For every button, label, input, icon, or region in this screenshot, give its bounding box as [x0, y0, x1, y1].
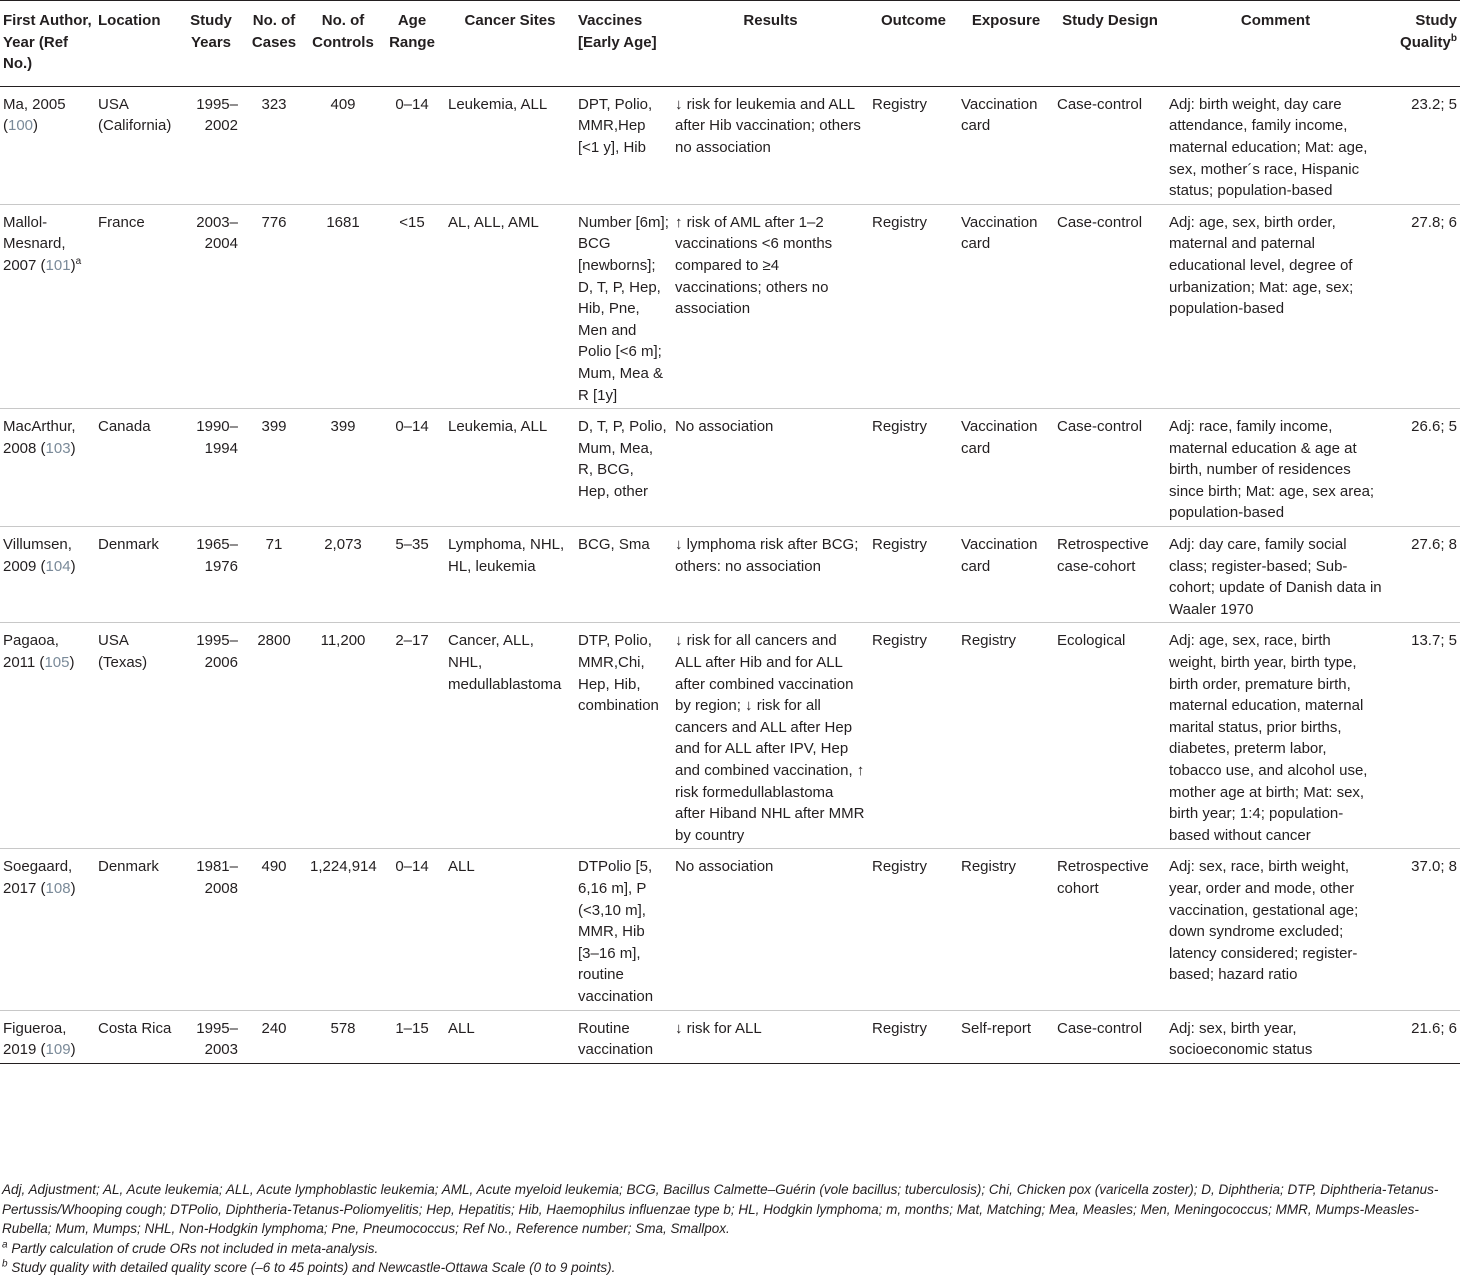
controls-cell: 1681	[307, 204, 379, 408]
results-cell: ↓ risk for all cancers and ALL after Hib and for ALL after combined vaccination by region; ↓ risk for all cancers and ALL after Hep and for ALL after IPV, Hep and combined vaccination, ↑ risk formedullablastoma after Hiband NHL after MMR by country	[672, 623, 869, 849]
reference-link[interactable]: 103	[45, 439, 71, 457]
controls-cell: 2,073	[307, 527, 379, 623]
study-design-cell: Ecological	[1054, 623, 1166, 849]
header-author: First Author, Year (Ref No.)	[0, 1, 95, 87]
study-design-cell: Retrospective cohort	[1054, 849, 1166, 1010]
author-name: Soegaard, 2017	[3, 858, 73, 897]
controls-cell: 399	[307, 409, 379, 527]
author-name: Ma, 2005	[3, 95, 66, 113]
vaccines-cell: Routine vaccination	[575, 1010, 672, 1063]
age-range-cell: 0–14	[379, 409, 445, 527]
table-row	[0, 409, 1460, 527]
outcome-cell: Registry	[869, 204, 958, 408]
author-name: Pagaoa, 2011	[3, 632, 59, 672]
author-cell: Villumsen, 2009 (104)	[0, 527, 95, 623]
header-study-design: Study Design	[1054, 1, 1166, 87]
results-cell: No association	[672, 409, 869, 527]
table-row	[0, 527, 1460, 623]
header-vaccines: Vaccines [Early Age]	[575, 1, 672, 87]
footnote-a	[2, 1239, 1458, 1259]
outcome-cell: Registry	[869, 623, 958, 849]
header-cases: No. of Cases	[241, 1, 307, 87]
comment-cell: Adj: age, sex, race, birth weight, birth year, birth type, birth order, premature birth, maternal education, maternal marital status, prior births, diabetes, preterm labor, tobacco use, and alcohol use, mother age at birth; Mat: sex, birth year; 1:4; population- based without cancer	[1166, 623, 1385, 849]
study-quality-cell: 26.6; 5	[1385, 409, 1460, 527]
outcome-cell: Registry	[869, 1010, 958, 1063]
author-name: MacArthur, 2008	[3, 418, 76, 457]
study-quality-cell: 21.6; 6	[1385, 1010, 1460, 1063]
results-cell: ↓ lymphoma risk after BCG; others: no association	[672, 527, 869, 623]
author-cell: Ma, 2005 (100)	[0, 86, 95, 204]
controls-cell: 11,200	[307, 623, 379, 849]
author-cell: Figueroa, 2019 (109)	[0, 1010, 95, 1063]
location-cell: France	[95, 204, 181, 408]
age-range-cell: 1–15	[379, 1010, 445, 1063]
reference-link[interactable]: 108	[45, 879, 71, 897]
header-results: Results	[672, 1, 869, 87]
exposure-cell: Vaccination card	[958, 86, 1054, 204]
cases-cell: 2800	[241, 623, 307, 849]
table-body	[0, 86, 1460, 1063]
cases-cell: 399	[241, 409, 307, 527]
study-quality-cell: 23.2; 5	[1385, 86, 1460, 204]
reference-link[interactable]: 109	[45, 1041, 71, 1059]
comment-cell: Adj: race, family income, maternal education & age at birth, number of residences since birth; Mat: age, sex area; population-based	[1166, 409, 1385, 527]
header-study-quality	[1385, 1, 1460, 87]
header-row	[0, 1, 1460, 87]
study-design-cell: Case-control	[1054, 1010, 1166, 1063]
cases-cell: 240	[241, 1010, 307, 1063]
vaccines-cell: Number [6m]; BCG [newborns]; D, T, P, Hep, Hib, Pne, Men and Polio [<6 m]; Mum, Mea & R [1y]	[575, 204, 672, 408]
exposure-cell: Vaccination card	[958, 527, 1054, 623]
cancer-sites-cell: Leukemia, ALL	[445, 409, 575, 527]
author-cell: MacArthur, 2008 (103)	[0, 409, 95, 527]
age-range-cell: 0–14	[379, 86, 445, 204]
author-footnote-mark: a	[75, 255, 82, 267]
study-quality-cell: 27.8; 6	[1385, 204, 1460, 408]
study-quality-cell: 27.6; 8	[1385, 527, 1460, 623]
abbreviations-note: Adj, Adjustment; AL, Acute leukemia; ALL, Acute lymphoblastic leukemia; AML, Acute myeloid leukemia; BCG, Bacillus Calmette–Guérin (vole bacillus; tuberculosis); Chi, Chicken pox (varicella zoster); D, Diphtheria; DTP, Diphtheria-Tetanus-Pertussis/Whooping cough; DTPolio, Diphtheria-Tetanus-Poliomyelitis; Hep, Hepatitis; Hib, Haemophilus influenzae type b; HL, Hodgkin lymphoma; m, months; Mat, Matching; Mea, Measles; Men, Meningococcus; MMR, Mumps-Measles-Rubella; Mum, Mumps; NHL, Non-Hodgkin lymphoma; Pne, Pneumococcus; Ref No., Reference number; Sma, Smallpox.	[2, 1182, 1439, 1237]
header-exposure: Exposure	[958, 1, 1054, 87]
footnote-b-mark: b	[2, 1258, 8, 1270]
cancer-sites-cell: ALL	[445, 1010, 575, 1063]
outcome-cell: Registry	[869, 86, 958, 204]
comment-cell: Adj: birth weight, day care attendance, family income, maternal education; Mat: age, sex, mother´s race, Hispanic status; population-based	[1166, 86, 1385, 204]
exposure-cell: Vaccination card	[958, 409, 1054, 527]
location-cell: Costa Rica	[95, 1010, 181, 1063]
exposure-cell: Registry	[958, 623, 1054, 849]
cancer-sites-cell: ALL	[445, 849, 575, 1010]
author-name: Mallol-Mesnard, 2007	[3, 213, 66, 274]
reference-link[interactable]: 104	[45, 557, 71, 575]
study-years-cell: 1981–2008	[181, 849, 241, 1010]
header-controls: No. of Controls	[307, 1, 379, 87]
controls-cell: 409	[307, 86, 379, 204]
cancer-sites-cell: Cancer, ALL, NHL, medullablastoma	[445, 623, 575, 849]
location-cell: Canada	[95, 409, 181, 527]
study-design-cell: Case-control	[1054, 409, 1166, 527]
controls-cell: 1,224,914	[307, 849, 379, 1010]
age-range-cell: 5–35	[379, 527, 445, 623]
study-years-cell: 1965–1976	[181, 527, 241, 623]
footnote-b-text: Study quality with detailed quality score (–6 to 45 points) and Newcastle-Ottawa Scale (0 to 9 points).	[11, 1260, 616, 1276]
exposure-cell: Self-report	[958, 1010, 1054, 1063]
results-cell: ↓ risk for leukemia and ALL after Hib vaccination; others no association	[672, 86, 869, 204]
cases-cell: 776	[241, 204, 307, 408]
location-cell: Denmark	[95, 849, 181, 1010]
comment-cell: Adj: age, sex, birth order, maternal and paternal educational level, degree of urbanization; Mat: age, sex; population-based	[1166, 204, 1385, 408]
cancer-sites-cell: Leukemia, ALL	[445, 86, 575, 204]
header-study-years: Study Years	[181, 1, 241, 87]
comment-cell: Adj: sex, race, birth weight, year, order and mode, other vaccination, gestational age; down syndrome excluded; latency considered; register-based; hazard ratio	[1166, 849, 1385, 1010]
vaccines-cell: BCG, Sma	[575, 527, 672, 623]
footnote-a-text: Partly calculation of crude ORs not included in meta-analysis.	[11, 1240, 379, 1256]
study-design-cell: Retrospective case-cohort	[1054, 527, 1166, 623]
age-range-cell: 0–14	[379, 849, 445, 1010]
study-design-cell: Case-control	[1054, 86, 1166, 204]
study-design-cell: Case-control	[1054, 204, 1166, 408]
author-cell: Soegaard, 2017 (108)	[0, 849, 95, 1010]
reference-link[interactable]: 105	[44, 654, 70, 672]
study-years-cell: 1995–2002	[181, 86, 241, 204]
vaccines-cell: DPT, Polio, MMR,Hep [<1 y], Hib	[575, 86, 672, 204]
study-years-cell: 1990–1994	[181, 409, 241, 527]
results-cell: ↓ risk for ALL	[672, 1010, 869, 1063]
header-outcome: Outcome	[869, 1, 958, 87]
table-row	[0, 1010, 1460, 1063]
age-range-cell: 2–17	[379, 623, 445, 849]
cancer-sites-cell: Lymphoma, NHL, HL, leukemia	[445, 527, 575, 623]
outcome-cell: Registry	[869, 527, 958, 623]
results-cell: No association	[672, 849, 869, 1010]
header-cancer-sites: Cancer Sites	[445, 1, 575, 87]
author-cell: Mallol-Mesnard, 2007 $(101)^a$	[0, 204, 95, 408]
table-row	[0, 86, 1460, 204]
table-footnotes	[2, 1180, 1458, 1278]
header-quality-footnote-mark: b	[1450, 32, 1457, 44]
author-name: Figueroa, 2019	[3, 1019, 67, 1059]
cases-cell: 490	[241, 849, 307, 1010]
header-comment: Comment	[1166, 1, 1385, 87]
footnote-a-mark: a	[2, 1239, 8, 1251]
controls-cell: 578	[307, 1010, 379, 1063]
study-years-cell: 2003–2004	[181, 204, 241, 408]
table-row	[0, 204, 1460, 408]
table-row	[0, 623, 1460, 849]
header-study-quality-text: Study Quality	[1400, 12, 1457, 51]
location-cell: USA (California)	[95, 86, 181, 204]
reference-link[interactable]: 101	[45, 256, 71, 274]
footnote-b	[2, 1258, 1458, 1278]
table-row	[0, 849, 1460, 1010]
outcome-cell: Registry	[869, 849, 958, 1010]
vaccines-cell: D, T, P, Polio, Mum, Mea, R, BCG, Hep, other	[575, 409, 672, 527]
cancer-sites-cell: AL, ALL, AML	[445, 204, 575, 408]
study-years-cell: 1995–2003	[181, 1010, 241, 1063]
reference-link[interactable]: 100	[8, 117, 34, 135]
results-cell: ↑ risk of AML after 1–2 vaccinations <6 months compared to ≥4 vaccinations; others no association	[672, 204, 869, 408]
location-cell: Denmark	[95, 527, 181, 623]
cases-cell: 71	[241, 527, 307, 623]
outcome-cell: Registry	[869, 409, 958, 527]
study-quality-cell: 37.0; 8	[1385, 849, 1460, 1010]
author-name: Villumsen, 2009	[3, 536, 72, 575]
header-age-range: Age Range	[379, 1, 445, 87]
exposure-cell: Vaccination card	[958, 204, 1054, 408]
header-location: Location	[95, 1, 181, 87]
vaccines-cell: DTP, Polio, MMR,Chi, Hep, Hib, combination	[575, 623, 672, 849]
study-years-cell: 1995–2006	[181, 623, 241, 849]
exposure-cell: Registry	[958, 849, 1054, 1010]
author-cell: Pagaoa, 2011 (105)	[0, 623, 95, 849]
cases-cell: 323	[241, 86, 307, 204]
location-cell: USA (Texas)	[95, 623, 181, 849]
vaccines-cell: DTPolio [5, 6,16 m], P (<3,10 m], MMR, Hib [3–16 m], routine vaccination	[575, 849, 672, 1010]
comment-cell: Adj: day care, family social class; register-based; Sub-cohort; update of Danish data in Waaler 1970	[1166, 527, 1385, 623]
study-quality-cell: 13.7; 5	[1385, 623, 1460, 849]
age-range-cell: <15	[379, 204, 445, 408]
comment-cell: Adj: sex, birth year, socioeconomic status	[1166, 1010, 1385, 1063]
